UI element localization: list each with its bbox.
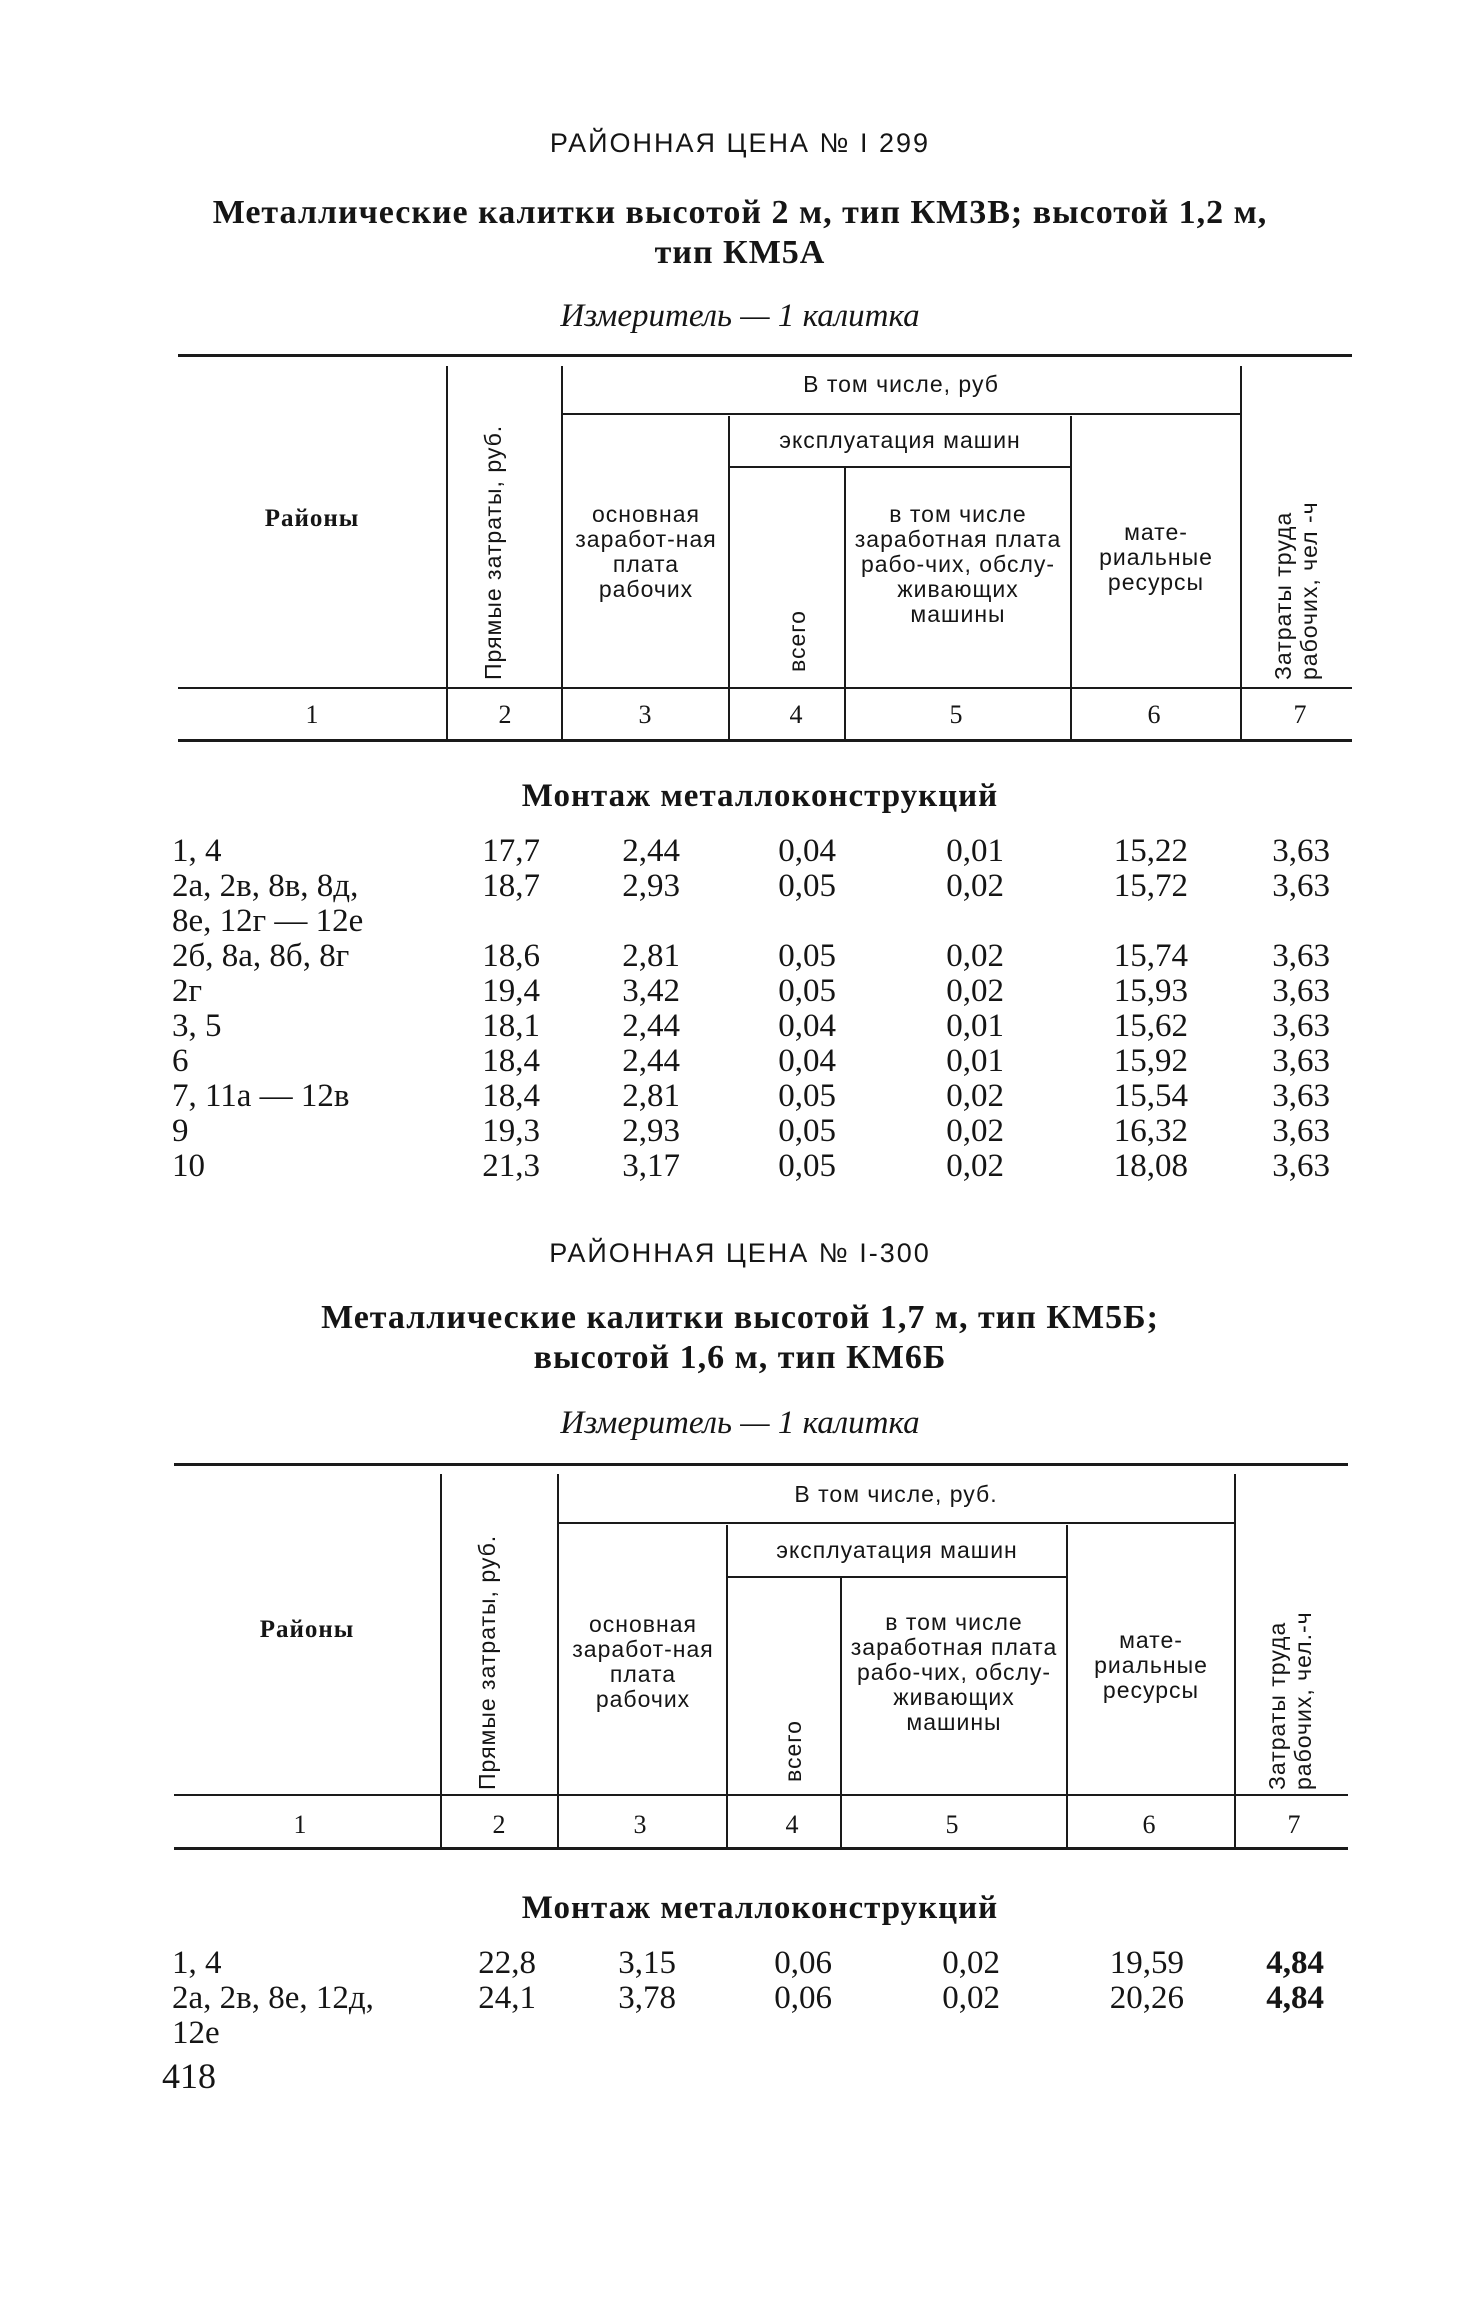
t2-col-total: всего	[780, 1720, 806, 1782]
district: 9	[172, 1113, 189, 1149]
labor: 3,63	[1272, 938, 1330, 974]
direct-costs: 24,1	[478, 1980, 536, 2016]
materials: 15,93	[1113, 973, 1188, 1009]
direct-costs: 21,3	[482, 1148, 540, 1184]
table-row	[0, 834, 1480, 870]
machines-total: 0,06	[774, 1945, 832, 1981]
t1-colnum-4: 4	[789, 700, 803, 729]
section2-heading: РАЙОННАЯ ЦЕНА № I-300	[549, 1238, 931, 1268]
machine-wage: 0,02	[946, 868, 1004, 904]
basic-wage: 2,93	[622, 1113, 680, 1149]
t2-colnum-3: 3	[633, 1810, 647, 1839]
labor: 3,63	[1272, 1008, 1330, 1044]
materials: 15,72	[1113, 868, 1188, 904]
basic-wage: 3,42	[622, 973, 680, 1009]
direct-costs: 19,3	[482, 1113, 540, 1149]
section1-title-line2: тип КМ5А	[654, 234, 826, 271]
section2-subtitle: Монтаж металлоконструкций	[521, 1890, 999, 1926]
basic-wage: 3,17	[622, 1148, 680, 1184]
district: 6	[172, 1043, 189, 1079]
t2-col-materials: мате-риальные ресурсы	[1094, 1627, 1208, 1703]
labor: 3,63	[1272, 973, 1330, 1009]
machines-total: 0,05	[778, 973, 836, 1009]
machine-wage: 0,02	[946, 1078, 1004, 1114]
t2-colnum-2: 2	[492, 1810, 506, 1839]
t2-col-direct-costs: Прямые затраты, руб.	[474, 1534, 500, 1790]
t1-colnum-6: 6	[1147, 700, 1161, 729]
direct-costs: 18,4	[482, 1078, 540, 1114]
district: 12е	[172, 2015, 220, 2051]
t2-col-basic-wage: основная заработ-ная плата рабочих	[572, 1611, 714, 1712]
t1-colnum-2: 2	[498, 700, 512, 729]
section2-measure: Измеритель — 1 калитка	[560, 1405, 920, 1441]
t1-col-districts: Районы	[264, 505, 360, 532]
basic-wage: 3,15	[618, 1945, 676, 1981]
basic-wage: 2,93	[622, 868, 680, 904]
t1-col-labor: Затраты труда рабочих, чел -ч	[1270, 501, 1322, 680]
direct-costs: 18,6	[482, 938, 540, 974]
basic-wage: 2,44	[622, 833, 680, 869]
t1-col-including: В том числе, руб	[803, 371, 999, 397]
direct-costs: 18,4	[482, 1043, 540, 1079]
table-row	[0, 974, 1480, 1010]
machines-total: 0,04	[778, 1008, 836, 1044]
machines-total: 0,05	[778, 1148, 836, 1184]
direct-costs: 18,7	[482, 868, 540, 904]
table-row	[0, 1946, 1480, 1982]
machines-total: 0,05	[778, 868, 836, 904]
district: 2б, 8а, 8б, 8г	[172, 938, 350, 974]
materials: 15,74	[1113, 938, 1188, 974]
district: 2а, 2в, 8е, 12д,	[172, 1980, 374, 2016]
table-row	[0, 869, 1480, 905]
table-row	[0, 1079, 1480, 1115]
t1-col-total: всего	[784, 610, 810, 672]
basic-wage: 2,44	[622, 1043, 680, 1079]
basic-wage: 2,44	[622, 1008, 680, 1044]
table-row	[0, 1981, 1480, 2017]
materials: 15,92	[1113, 1043, 1188, 1079]
machine-wage: 0,01	[946, 1043, 1004, 1079]
labor: 3,63	[1272, 1043, 1330, 1079]
direct-costs: 22,8	[478, 1945, 536, 1981]
district: 7, 11а — 12в	[172, 1078, 350, 1114]
table-row	[0, 1114, 1480, 1150]
t2-colnum-7: 7	[1287, 1810, 1301, 1839]
direct-costs: 18,1	[482, 1008, 540, 1044]
machines-total: 0,04	[778, 833, 836, 869]
section1-title-line1: Металлические калитки высотой 2 м, тип КМ3В; высотой 1,2 м,	[212, 194, 1268, 231]
table-row	[0, 1044, 1480, 1080]
t1-colnum-1: 1	[305, 700, 319, 729]
table-row-continuation	[0, 2016, 1480, 2052]
section2-title-line2: высотой 1,6 м, тип КМ6Б	[533, 1339, 947, 1376]
t2-col-districts: Районы	[259, 1616, 355, 1643]
t2-colnum-5: 5	[945, 1810, 959, 1839]
section2-title-line1: Металлические калитки высотой 1,7 м, тип КМ5Б;	[321, 1299, 1159, 1336]
section1-heading: РАЙОННАЯ ЦЕНА № I 299	[549, 128, 931, 158]
basic-wage: 2,81	[622, 1078, 680, 1114]
table-row	[0, 1009, 1480, 1045]
page-number: 418	[162, 2056, 216, 2096]
labor: 4,84	[1266, 1980, 1324, 2016]
t2-col-machines: эксплуатация машин	[776, 1537, 1018, 1563]
district: 1, 4	[172, 1945, 222, 1981]
machine-wage: 0,02	[946, 938, 1004, 974]
t2-col-machine-wage: в том числе заработная плата рабо-чих, обслу-живающих машины	[850, 1609, 1058, 1735]
district: 1, 4	[172, 833, 222, 869]
materials: 15,54	[1113, 1078, 1188, 1114]
district: 2а, 2в, 8в, 8д,	[172, 868, 359, 904]
machine-wage: 0,02	[946, 1148, 1004, 1184]
table-row	[0, 939, 1480, 975]
t2-colnum-4: 4	[785, 1810, 799, 1839]
direct-costs: 17,7	[482, 833, 540, 869]
machine-wage: 0,02	[946, 1113, 1004, 1149]
district: 3, 5	[172, 1008, 222, 1044]
section1-subtitle: Монтаж металлоконструкций	[521, 778, 999, 814]
t1-col-machine-wage: в том числе заработная плата рабо-чих, обслу-живающих машины	[854, 501, 1062, 627]
materials: 15,22	[1113, 833, 1188, 869]
t2-col-labor: Затраты труда рабочих, чел.-ч	[1264, 1611, 1316, 1790]
machine-wage: 0,02	[942, 1980, 1000, 2016]
t1-colnum-5: 5	[949, 700, 963, 729]
t1-col-machines: эксплуатация машин	[779, 427, 1021, 453]
district: 2г	[172, 973, 203, 1009]
district: 10	[172, 1148, 205, 1184]
t1-colnum-7: 7	[1293, 700, 1307, 729]
direct-costs: 19,4	[482, 973, 540, 1009]
machine-wage: 0,01	[946, 1008, 1004, 1044]
labor: 3,63	[1272, 833, 1330, 869]
district: 8е, 12г — 12е	[172, 903, 364, 939]
machines-total: 0,05	[778, 1113, 836, 1149]
materials: 18,08	[1113, 1148, 1188, 1184]
t2-colnum-1: 1	[293, 1810, 307, 1839]
t1-col-direct-costs: Прямые затраты, руб.	[480, 424, 506, 680]
basic-wage: 2,81	[622, 938, 680, 974]
machine-wage: 0,02	[942, 1945, 1000, 1981]
labor: 4,84	[1266, 1945, 1324, 1981]
machine-wage: 0,01	[946, 833, 1004, 869]
table-row	[0, 1149, 1480, 1185]
labor: 3,63	[1272, 1148, 1330, 1184]
section1-measure: Измеритель — 1 калитка	[560, 298, 920, 334]
labor: 3,63	[1272, 1113, 1330, 1149]
t1-colnum-3: 3	[638, 700, 652, 729]
materials: 20,26	[1109, 1980, 1184, 2016]
t2-colnum-6: 6	[1142, 1810, 1156, 1839]
labor: 3,63	[1272, 868, 1330, 904]
labor: 3,63	[1272, 1078, 1330, 1114]
machine-wage: 0,02	[946, 973, 1004, 1009]
machines-total: 0,05	[778, 938, 836, 974]
t1-col-basic-wage: основная заработ-ная плата рабочих	[575, 501, 717, 602]
table-row-continuation	[0, 904, 1480, 940]
machines-total: 0,04	[778, 1043, 836, 1079]
t1-col-materials: мате-риальные ресурсы	[1099, 519, 1213, 595]
machines-total: 0,06	[774, 1980, 832, 2016]
materials: 19,59	[1109, 1945, 1184, 1981]
t2-col-including: В том числе, руб.	[794, 1481, 998, 1507]
materials: 16,32	[1113, 1113, 1188, 1149]
materials: 15,62	[1113, 1008, 1188, 1044]
machines-total: 0,05	[778, 1078, 836, 1114]
basic-wage: 3,78	[618, 1980, 676, 2016]
